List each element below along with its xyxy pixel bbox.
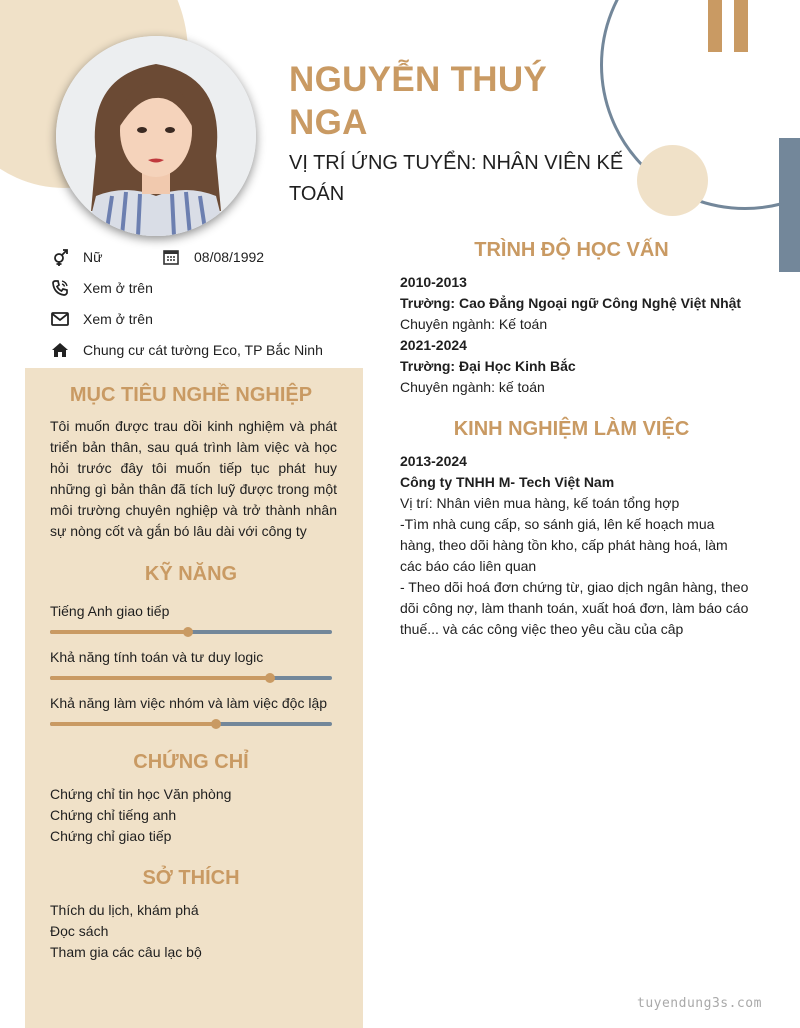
- email-value: Xem ở trên: [83, 311, 153, 327]
- objective-text: Tôi muốn được trau dồi kinh nghiệm và phát triển bản thân, sau quá trình làm việc và học hỏi trước đây tôi muốn tiếp tục phát huy những gì bản thân đã tích luỹ được trong một môi trường chuyên nghiệp và trở thành nhân sự nòng cốt và gắn bó lâu dài với công ty: [50, 418, 337, 539]
- certificate-item: Chứng chỉ tiếng anh: [50, 807, 177, 823]
- objective-title: MỤC TIÊU NGHỀ NGHIỆP: [69, 384, 313, 406]
- decor-bar-left: [708, 0, 722, 52]
- hobby-item: Thích du lịch, khám phá: [50, 902, 199, 918]
- footer-watermark: tuyendung3s.com: [637, 996, 762, 1011]
- contact-phone: [50, 276, 300, 300]
- skills-title: KỸ NĂNG: [144, 563, 238, 585]
- skill-bar-fill: [50, 630, 188, 634]
- email-icon: [50, 309, 70, 329]
- hobby-item: Tham gia các câu lạc bộ: [50, 944, 202, 960]
- experience-years: 2013-2024: [400, 453, 467, 469]
- skill-bar: [50, 630, 332, 634]
- decor-bar-right: [734, 0, 748, 52]
- gender-value: Nữ: [83, 249, 103, 265]
- skill-bar-fill: [50, 722, 216, 726]
- experience-duty: - Theo dõi hoá đơn chứng từ, giao dịch ngân hàng, theo dõi công nợ, làm thanh toán, xuất hoá đơn, làm báo cáo thuế... và các công việc theo yêu cầu của câp: [400, 579, 749, 637]
- skill-label: Khả năng tính toán và tư duy logic: [50, 649, 264, 665]
- applied-position: VỊ TRÍ ỨNG TUYỂN: NHÂN VIÊN KẾ TOÁN: [289, 152, 624, 205]
- skill-label: Khả năng làm việc nhóm và làm việc độc lập: [50, 695, 328, 711]
- skill-bar-knob: [265, 673, 275, 683]
- skill-bar-fill: [50, 676, 270, 680]
- phone-value: Xem ở trên: [83, 280, 153, 296]
- skill-label: Tiếng Anh giao tiếp: [50, 603, 170, 619]
- education-school: Trường: Cao Đẳng Ngoại ngữ Công Nghệ Việt Nhật: [400, 295, 742, 311]
- skill-bar: [50, 722, 332, 726]
- gender-icon: [50, 247, 70, 267]
- calendar-icon: [161, 247, 181, 267]
- certificate-item: Chứng chỉ tin học Văn phòng: [50, 786, 232, 802]
- skill-bar: [50, 676, 332, 680]
- decor-side-bar: [779, 138, 800, 272]
- education-years: 2021-2024: [400, 337, 467, 353]
- address-value: Chung cư cát tường Eco, TP Bắc Ninh: [83, 342, 323, 358]
- education-major: Chuyên ngành: kế toán: [400, 379, 545, 395]
- profile-photo: [56, 36, 256, 236]
- home-icon: [50, 340, 70, 360]
- education-major: Chuyên ngành: Kế toán: [400, 316, 548, 332]
- education-title: TRÌNH ĐỘ HỌC VẤN: [474, 239, 669, 261]
- certificate-item: Chứng chỉ giao tiếp: [50, 828, 172, 844]
- hobbies-title: SỞ THÍCH: [142, 867, 240, 889]
- experience-duty: -Tìm nhà cung cấp, so sánh giá, lên kế hoạch mua hàng, theo dõi hàng tồn kho, cấp phát hàng hoá, làm các báo cáo liên quan: [400, 516, 728, 574]
- contact-email: [50, 307, 300, 331]
- phone-icon: [50, 278, 70, 298]
- candidate-name: NGUYỄN THUÝ NGA: [289, 60, 548, 142]
- experience-role: Vị trí: Nhân viên mua hàng, kế toán tổng hợp: [400, 495, 680, 511]
- contact-address: [50, 338, 370, 362]
- certificates-title: CHỨNG CHỈ: [133, 751, 249, 773]
- decor-dot: [637, 145, 708, 216]
- contact-birthdate: [161, 245, 311, 269]
- education-school: Trường: Đại Học Kinh Bắc: [400, 358, 576, 374]
- education-years: 2010-2013: [400, 274, 467, 290]
- experience-company: Công ty TNHH M- Tech Việt Nam: [400, 474, 615, 490]
- hobby-item: Đọc sách: [50, 923, 109, 939]
- birthdate-value: 08/08/1992: [194, 249, 265, 265]
- contact-gender: [50, 245, 170, 269]
- experience-title: KINH NGHIỆM LÀM VIỆC: [453, 418, 690, 440]
